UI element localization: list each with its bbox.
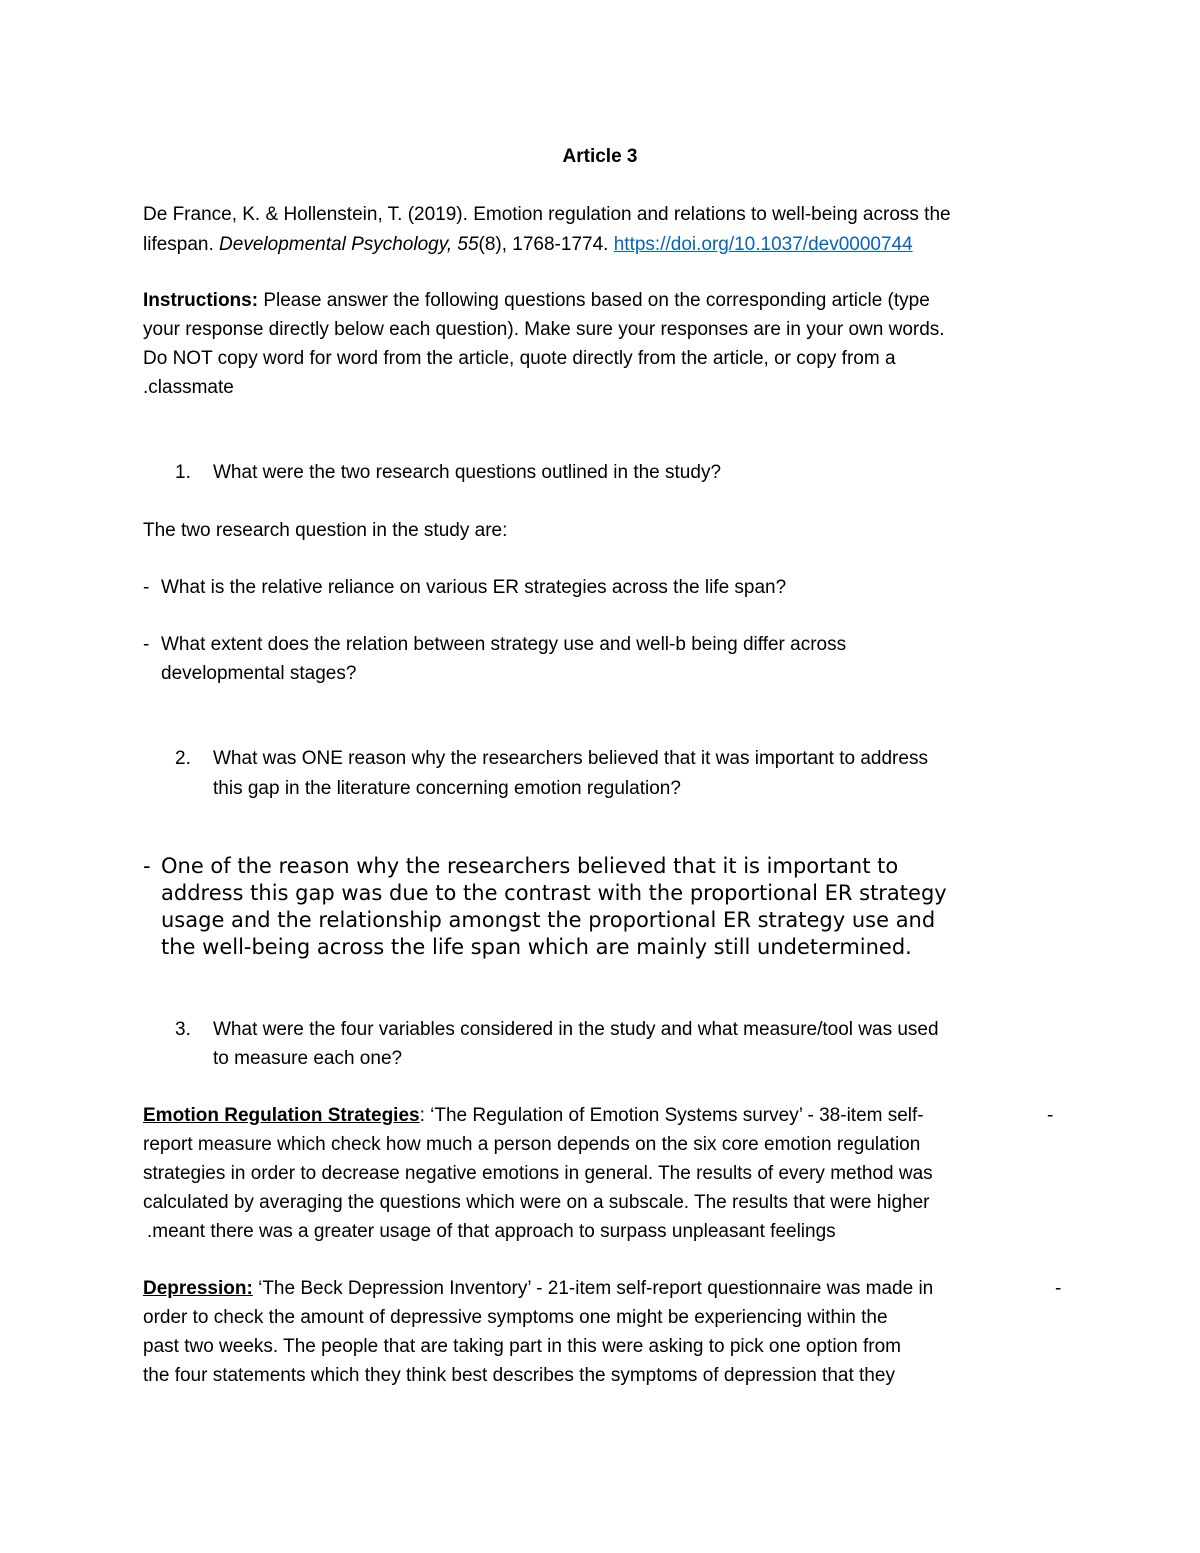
q2-answer-dash: - xyxy=(143,854,151,878)
q1-number: 1. xyxy=(175,462,191,483)
q2-text-line-1: What was ONE reason why the researchers believed that it was important to address xyxy=(213,748,928,769)
er-line-5: .meant there was a greater usage of that approach to surpass unpleasant feelings xyxy=(147,1221,836,1242)
depression-first-line: Depression: ‘The Beck Depression Inventory’ - 21-item self-report questionnaire was made in xyxy=(143,1278,934,1299)
q1-bullet-2: What extent does the relation between strategy use and well-b being differ across xyxy=(161,634,847,655)
q1-text: What were the two research questions outlined in the study? xyxy=(213,462,722,483)
q3-text-line-2: to measure each one? xyxy=(213,1048,403,1069)
er-line-3: strategies in order to decrease negative emotions in general. The results of every method was xyxy=(143,1163,933,1184)
citation-plain: lifespan. xyxy=(143,234,220,255)
depression-label: Depression: xyxy=(143,1278,253,1299)
page-title: Article 3 xyxy=(562,146,638,167)
er-label: Emotion Regulation Strategies xyxy=(143,1105,420,1126)
q2-answer-line-2: address this gap was due to the contrast with the proportional ER strategy xyxy=(161,881,947,905)
q1-bullet-2-dash: - xyxy=(143,634,150,655)
instructions-line-2: your response directly below each question). Make sure your responses are in your own words. xyxy=(143,319,945,340)
q1-bullet-2-cont: developmental stages? xyxy=(161,663,357,684)
citation-line-1: De France, K. & Hollenstein, T. (2019). Emotion regulation and relations to well-being across the xyxy=(143,204,951,225)
q3-number: 3. xyxy=(175,1019,191,1040)
er-first-line: Emotion Regulation Strategies: ‘The Regulation of Emotion Systems survey’ - 38-item self- xyxy=(143,1105,924,1126)
depression-line-2: order to check the amount of depressive symptoms one might be experiencing within the xyxy=(143,1307,888,1328)
q1-answer-intro: The two research question in the study are: xyxy=(143,520,508,541)
q2-text-line-2: this gap in the literature concerning emotion regulation? xyxy=(213,778,681,799)
depression-line-4: the four statements which they think best describes the symptoms of depression that they xyxy=(143,1365,895,1386)
depression-line-3: past two weeks. The people that are taking part in this were asking to pick one option from xyxy=(143,1336,901,1357)
instructions-line-1: Instructions: Please answer the following questions based on the corresponding article (type xyxy=(143,290,930,311)
citation-issue: (8), 1768-1774. xyxy=(478,234,614,255)
q1-bullet-1-dash: - xyxy=(143,577,150,598)
instructions-line-3: Do NOT copy word for word from the article, quote directly from the article, or copy from a xyxy=(143,348,896,369)
instructions-label: Instructions: xyxy=(143,290,259,311)
q2-answer-line-3: usage and the relationship amongst the proportional ER strategy use and xyxy=(161,908,936,932)
instructions-line-4: .classmate xyxy=(143,377,234,398)
q2-answer-line-1: One of the reason why the researchers believed that it is important to xyxy=(161,854,899,878)
q3-text-line-1: What were the four variables considered in the study and what measure/tool was used xyxy=(213,1019,939,1040)
citation-journal: Developmental Psychology, 55 xyxy=(219,234,479,255)
depression-dash: - xyxy=(1055,1278,1062,1299)
q1-bullet-1: What is the relative reliance on various ER strategies across the life span? xyxy=(161,577,787,598)
q2-number: 2. xyxy=(175,748,191,769)
citation-line-2 xyxy=(143,231,913,259)
er-dash: - xyxy=(1047,1105,1054,1126)
er-line-2: report measure which check how much a person depends on the six core emotion regulation xyxy=(143,1134,921,1155)
q2-answer-line-4: the well-being across the life span which are mainly still undetermined. xyxy=(161,935,912,959)
doi-link[interactable]: https://doi.org/10.1037/dev0000744 xyxy=(613,234,913,255)
er-line-4: calculated by averaging the questions which were on a subscale. The results that were higher xyxy=(143,1192,930,1213)
